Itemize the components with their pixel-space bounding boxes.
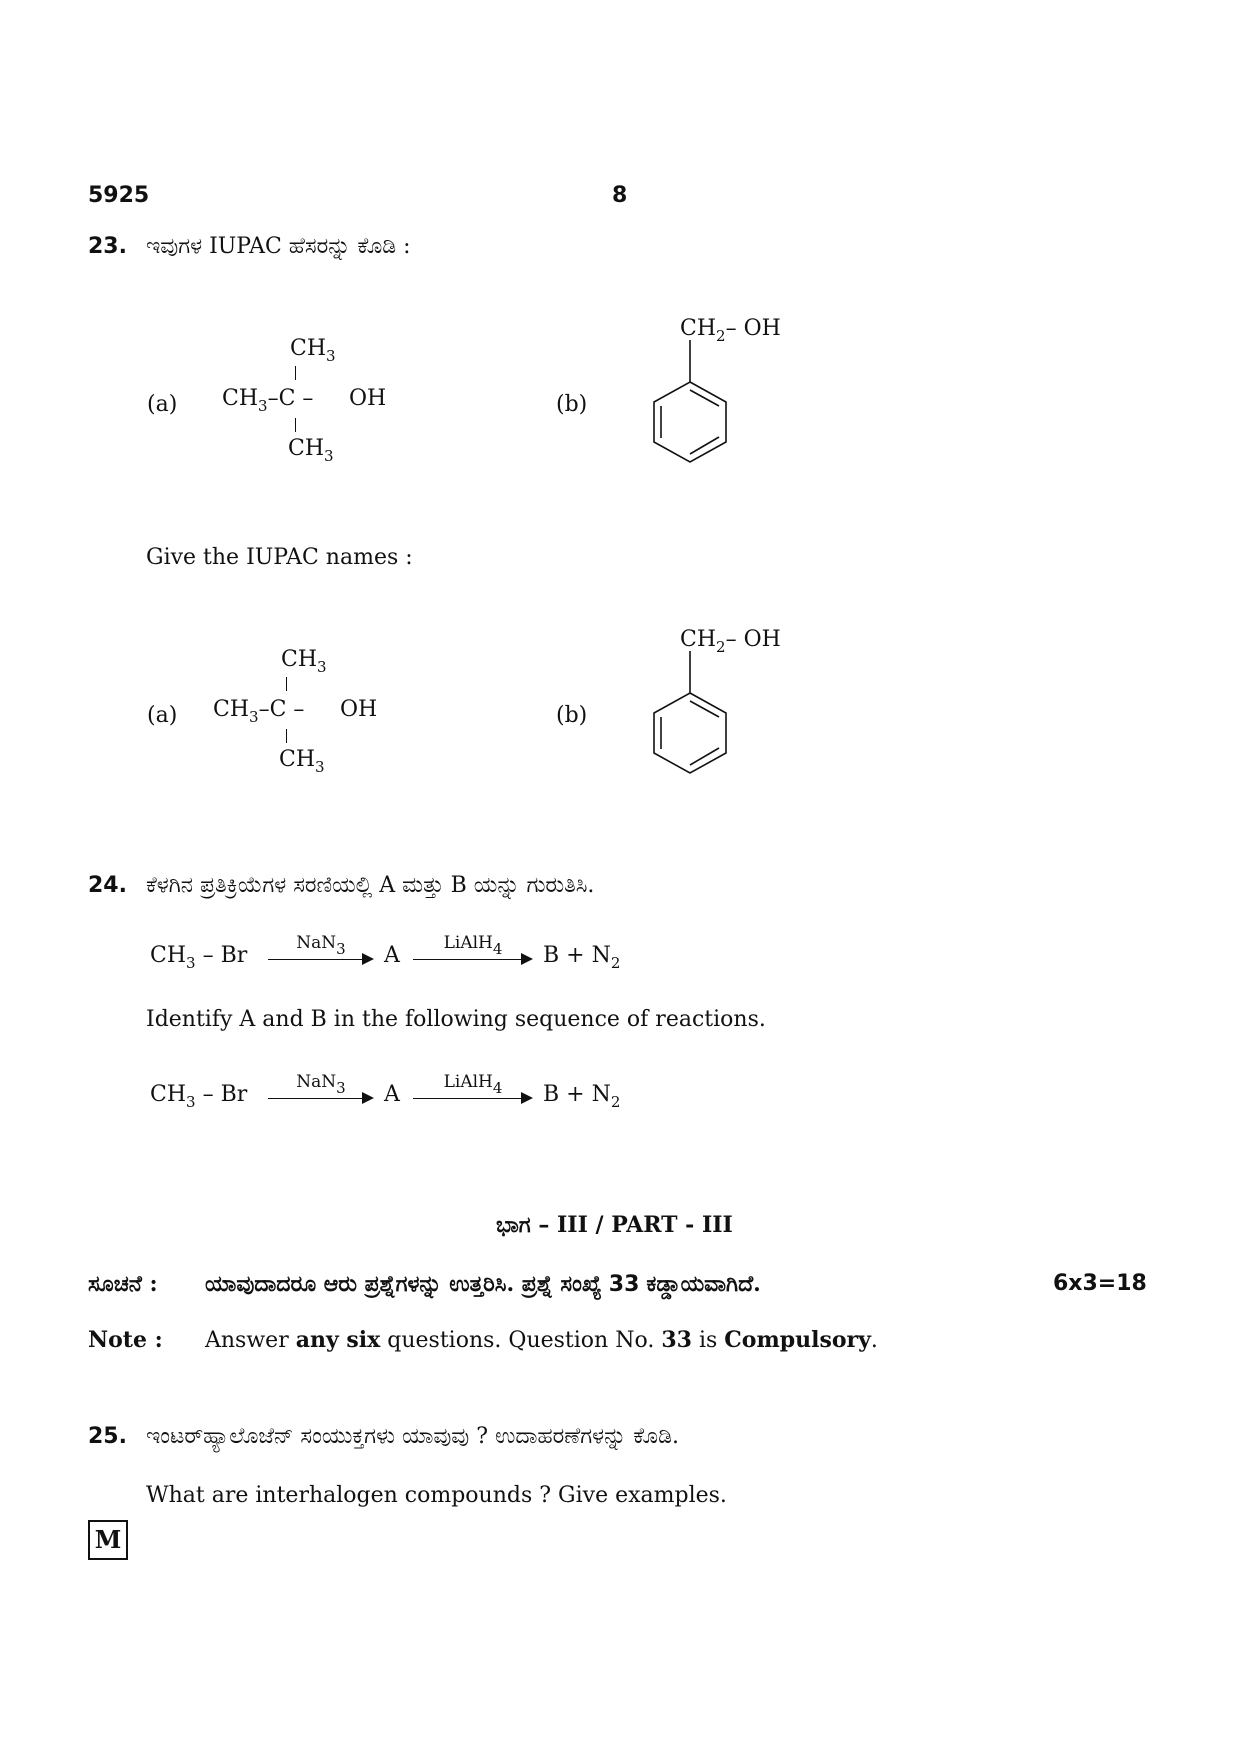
reaction-arrow-2: LiAlH$_4$ <box>413 937 533 967</box>
note-label: Note : <box>88 1327 163 1353</box>
label-a: (a) <box>147 392 178 417</box>
structure-a: $CH_3$ $CH_3-C$ – OH $CH_3$ <box>222 336 387 465</box>
label-a: (a) <box>147 703 178 728</box>
label-b: (b) <box>556 392 588 417</box>
page-mark-box: M <box>88 1520 128 1560</box>
paper-code: 5925 <box>88 183 150 208</box>
q23-text-en: Give the IUPAC names : <box>146 545 413 570</box>
q23-number: 23. <box>88 234 127 259</box>
q24-text-en: Identify A and B in the following sequence of reactions. <box>146 1007 766 1032</box>
ch2oh-group: $CH_2-$ OH <box>680 627 781 656</box>
q24-text-kn: ಕೆಳಗಿನ ಪ್ರತಿಕ್ರಿಯೆಗಳ ಸರಣಿಯಲ್ಲಿ A ಮತ್ತು B ಯನ್ನು ಗುರುತಿಸಿ. <box>146 873 595 898</box>
reaction-arrow-2: LiAlH$_4$ <box>413 1076 533 1106</box>
q25-number: 25. <box>88 1424 127 1449</box>
instruction-kn-label: ಸೂಚನೆ : <box>88 1271 158 1297</box>
ch2oh-group: $CH_2-$ OH <box>680 316 781 345</box>
marks-scheme: 6x3=18 <box>1053 1271 1147 1296</box>
reaction-arrow-1: NaN$_3$ <box>268 937 374 967</box>
benzene-ring <box>640 340 740 470</box>
q24-number: 24. <box>88 873 127 898</box>
benzene-ring <box>640 651 740 781</box>
part-title: ಭಾಗ – III / PART - III <box>496 1212 733 1238</box>
page-number: 8 <box>612 183 628 208</box>
q25-text-kn: ಇಂಟರ್‌ಹ್ಯಾಲೊಜೆನ್ ಸಂಯುಕ್ತಗಳು ಯಾವುವು ? ಉದಾಹರಣೆಗಳನ್ನು ಕೊಡಿ. <box>146 1424 679 1449</box>
q25-text-en: What are interhalogen compounds ? Give examples. <box>146 1483 727 1508</box>
instruction-kn-text: ಯಾವುದಾದರೂ ಆರು ಪ್ರಶ್ನೆಗಳನ್ನು ಉತ್ತರಿಸಿ. ಪ್ರಶ್ನೆ ಸಂಖ್ಯೆ 33 ಕಡ್ಡಾಯವಾಗಿದೆ. <box>205 1271 761 1297</box>
structure-a: $CH_3$ $CH_3-C$ – OH $CH_3$ <box>213 647 378 776</box>
q23-text-kn: ಇವುಗಳ IUPAC ಹೆಸರನ್ನು ಕೊಡಿ : <box>146 234 411 259</box>
reaction-arrow-1: NaN$_3$ <box>268 1076 374 1106</box>
note-text: Answer any six questions. Question No. 33 is Compulsory. <box>205 1327 878 1353</box>
label-b: (b) <box>556 703 588 728</box>
